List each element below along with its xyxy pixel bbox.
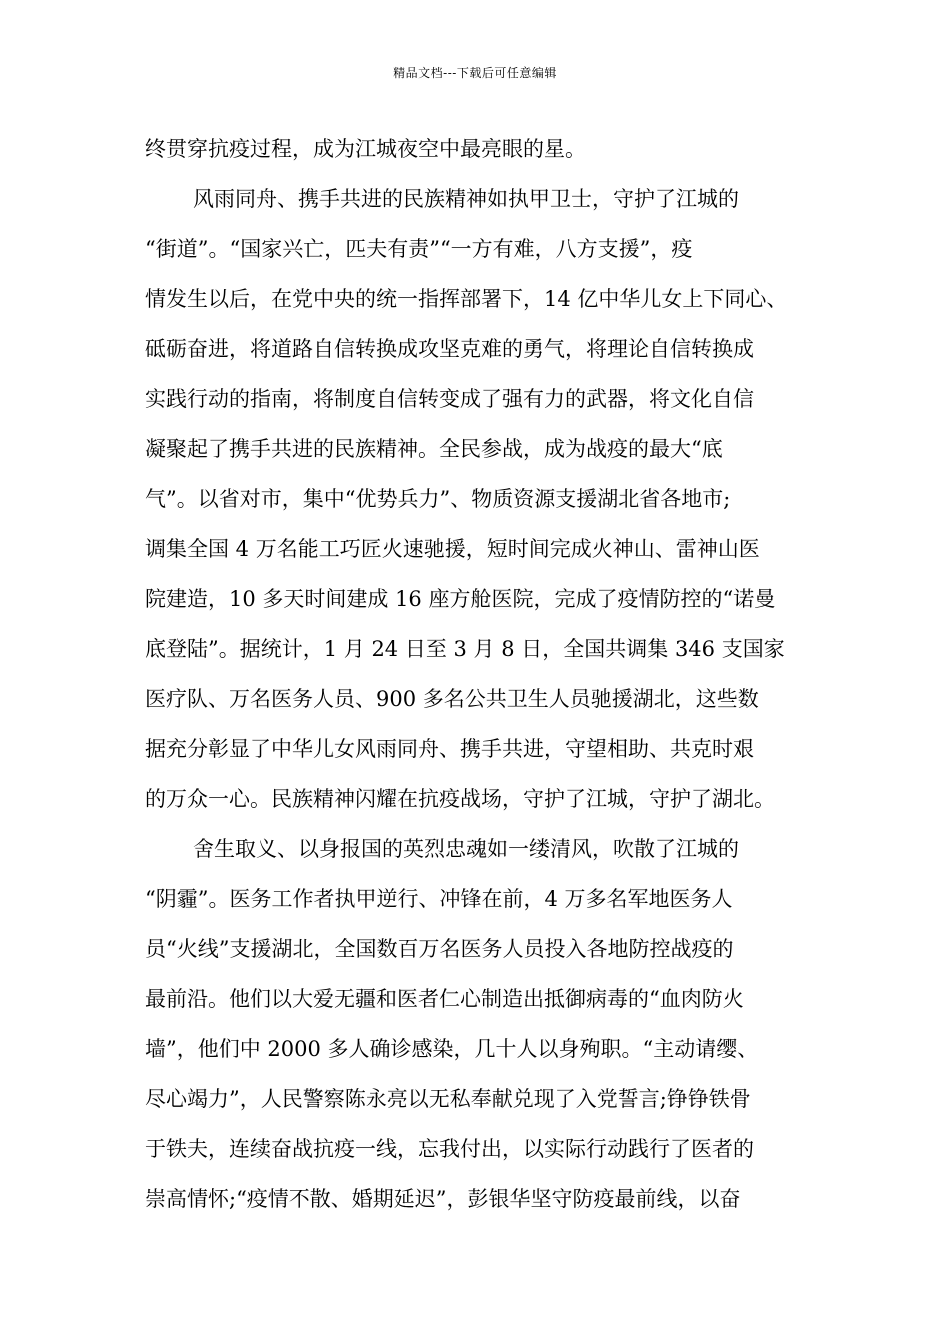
text-line: 气”。以省对市，集中“优势兵力”、物质资源支援湖北省各地市; — [145, 487, 731, 511]
text-line: 墙”，他们中 2000 多人确诊感染，几十人以身殉职。“主动请缨、 — [145, 1037, 759, 1061]
text-line: 据充分彰显了中华儿女风雨同舟、携手共进，守望相助、共克时艰 — [145, 737, 754, 761]
text-line: 员“火线”支援湖北，全国数百万名医务人员投入各地防控战疫的 — [145, 937, 734, 961]
text-line: 于铁夫，连续奋战抗疫一线，忘我付出，以实际行动践行了医者的 — [145, 1137, 754, 1161]
text-line: 终贯穿抗疫过程，成为江城夜空中最亮眼的星。 — [145, 137, 586, 161]
page-header: 精品文档---下载后可任意编辑 — [393, 66, 557, 80]
text-line: 最前沿。他们以大爱无疆和医者仁心制造出抵御病毒的“血肉防火 — [145, 987, 744, 1011]
paragraph-start-line: 舍生取义、以身报国的英烈忠魂如一缕清风，吹散了江城的 — [193, 837, 739, 861]
text-line: 医疗队、万名医务人员、900 多名公共卫生人员驰援湖北，这些数 — [145, 687, 759, 711]
text-line: 的万众一心。民族精神闪耀在抗疫战场，守护了江城，守护了湖北。 — [145, 787, 775, 811]
text-line: 崇高情怀;“疫情不散、婚期延迟”，彭银华坚守防疫最前线，以奋 — [145, 1187, 741, 1211]
text-line: 院建造，10 多天时间建成 16 座方舱医院，完成了疫情防控的“诺曼 — [145, 587, 776, 611]
text-line: 尽心竭力”，人民警察陈永亮以无私奉献兑现了入党誓言;铮铮铁骨 — [145, 1087, 751, 1111]
paragraph-start-line: 风雨同舟、携手共进的民族精神如执甲卫士，守护了江城的 — [193, 187, 739, 211]
text-line: 底登陆”。据统计，1 月 24 日至 3 月 8 日，全国共调集 346 支国家 — [145, 637, 785, 661]
text-line: 实践行动的指南，将制度自信转变成了强有力的武器，将文化自信 — [145, 387, 754, 411]
text-line: 情发生以后，在党中央的统一指挥部署下，14 亿中华儿女上下同心、 — [145, 287, 788, 311]
text-line: 凝聚起了携手共进的民族精神。全民参战，成为战疫的最大“底 — [145, 437, 723, 461]
text-line: “街道”。“国家兴亡，匹夫有责”“一方有难，八方支援”，疫 — [145, 237, 693, 261]
text-line: 调集全国 4 万名能工巧匠火速驰援，短时间完成火神山、雷神山医 — [145, 537, 760, 561]
text-line: “阴霾”。医务工作者执甲逆行、冲锋在前，4 万多名军地医务人 — [145, 887, 733, 911]
text-line: 砥砺奋进，将道路自信转换成攻坚克难的勇气，将理论自信转换成 — [145, 337, 754, 361]
